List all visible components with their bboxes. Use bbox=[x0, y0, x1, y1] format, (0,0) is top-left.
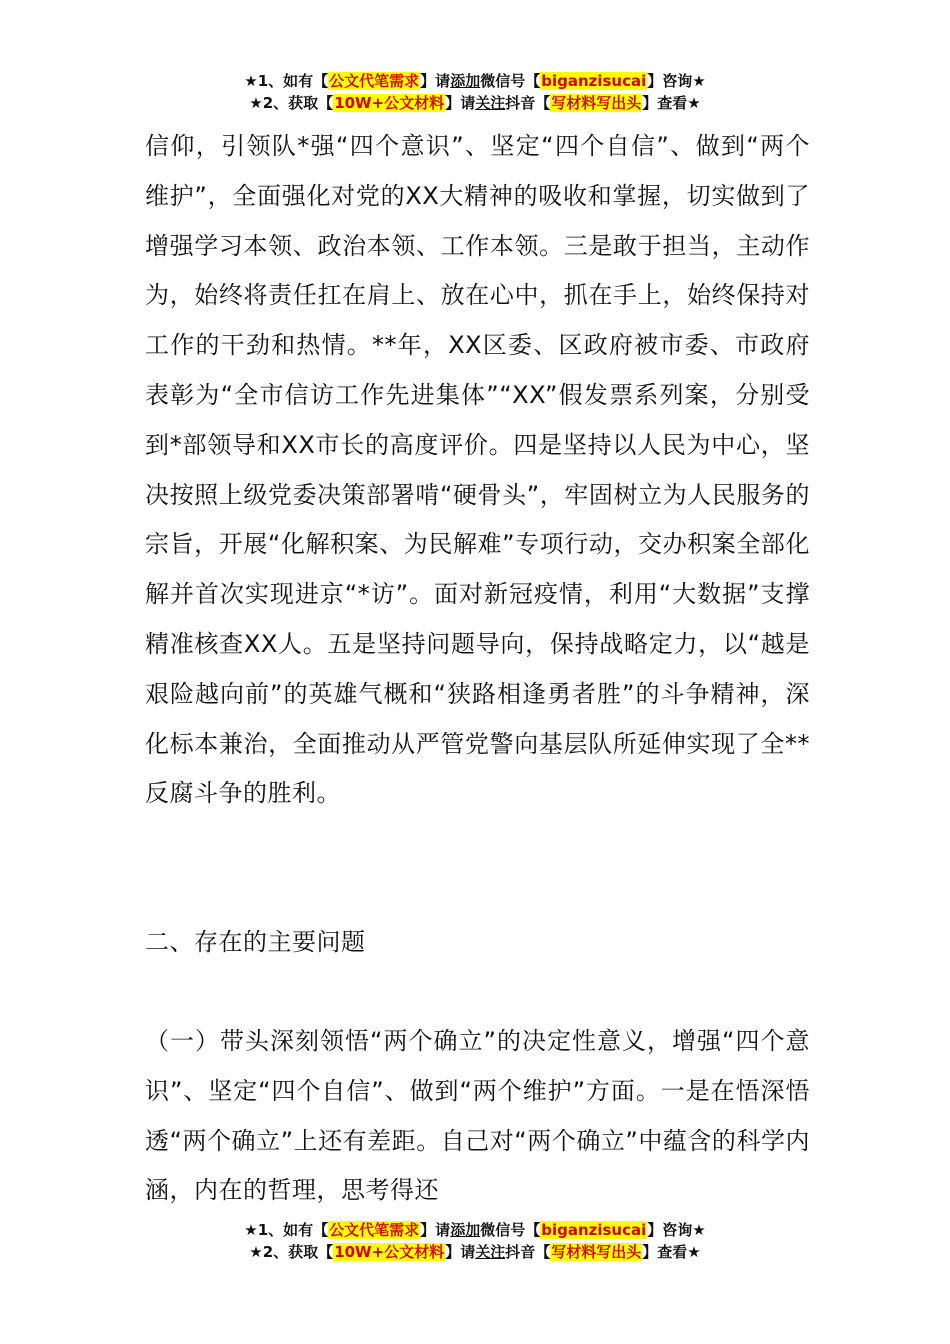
promo-text: 】请 bbox=[445, 1243, 476, 1261]
promo-highlight-service: 公文代笔需求 bbox=[329, 72, 420, 90]
promo-douyin-account: 写材料写出头 bbox=[551, 94, 642, 112]
promo-text: ★2、获取【 bbox=[249, 1243, 334, 1261]
promo-text: 】咨询★ bbox=[647, 72, 706, 90]
promo-text: 微信号【 bbox=[480, 72, 541, 90]
promo-text: 】咨询★ bbox=[647, 1221, 706, 1239]
promo-text: 】请 bbox=[420, 1221, 451, 1239]
promo-text: 微信号【 bbox=[480, 1221, 541, 1239]
promo-underlined: 关注 bbox=[475, 94, 506, 112]
body-paragraph-1: 信仰，引领队*强“四个意识”、坚定“四个自信”、做到“两个维护”，全面强化对党的XX大精神的吸收和掌握，切实做到了增强学习本领、政治本领、工作本领。三是敢于担当，主动作为，始终将责任扛在肩上、放在心中，抓在手上，始终保持对工作的干劲和热情。**年，XX区委、区政府被市委、市政府表彰为“全市信访工作先进集体”“XX”假发票系列案，分别受到*部领导和XX市长的高度评价。四是坚持以人民为中心，坚决按照上级党委决策部署啃“硬骨头”，牢固树立为人民服务的宗旨，开展“化解积案、为民解难”专项行动，交办积案全部化解并首次实现进京“*访”。面对新冠疫情，利用“大数据”支撑精准核查XX人。五是坚持问题导向，保持战略定力，以“越是艰险越向前”的英雄气概和“狭路相逢勇者胜”的斗争精神，深化标本兼治，全面推动从严管党警向基层队所延伸实现了全**反腐斗争的胜利。 bbox=[145, 132, 810, 808]
promo-line-1 bbox=[0, 1219, 950, 1241]
footer-promo-banner bbox=[0, 1219, 950, 1263]
promo-line-1 bbox=[0, 70, 950, 92]
promo-text: 】请 bbox=[445, 94, 476, 112]
promo-text: ★1、如有【 bbox=[244, 72, 329, 90]
promo-line-2 bbox=[0, 1241, 950, 1263]
promo-douyin-account: 写材料写出头 bbox=[551, 1243, 642, 1261]
promo-text: 抖音【 bbox=[505, 1243, 551, 1261]
promo-text: 】请 bbox=[420, 72, 451, 90]
promo-line-2 bbox=[0, 92, 950, 114]
promo-wechat-id: biganzisucai bbox=[541, 1221, 647, 1239]
section-heading-problems: 二、存在的主要问题 bbox=[145, 928, 366, 956]
promo-highlight-materials: 10W+公文材料 bbox=[334, 1243, 445, 1261]
header-promo-banner bbox=[0, 70, 950, 114]
promo-text: ★2、获取【 bbox=[249, 94, 334, 112]
promo-text: ★1、如有【 bbox=[244, 1221, 329, 1239]
promo-highlight-materials: 10W+公文材料 bbox=[334, 94, 445, 112]
promo-text: 】查看★ bbox=[642, 94, 701, 112]
promo-underlined: 添加 bbox=[450, 72, 481, 90]
promo-wechat-id: biganzisucai bbox=[541, 72, 647, 90]
promo-underlined: 添加 bbox=[450, 1221, 481, 1239]
promo-text: 】查看★ bbox=[642, 1243, 701, 1261]
promo-text: 抖音【 bbox=[505, 94, 551, 112]
promo-highlight-service: 公文代笔需求 bbox=[329, 1221, 420, 1239]
promo-underlined: 关注 bbox=[475, 1243, 506, 1261]
body-paragraph-2: （一）带头深刻领悟“两个确立”的决定性意义，增强“四个意识”、坚定“四个自信”、做到“两个维护”方面。一是在悟深悟透“两个确立”上还有差距。自己对“两个确立”中蕴含的科学内涵，内在的哲理，思考得还 bbox=[145, 1027, 810, 1205]
